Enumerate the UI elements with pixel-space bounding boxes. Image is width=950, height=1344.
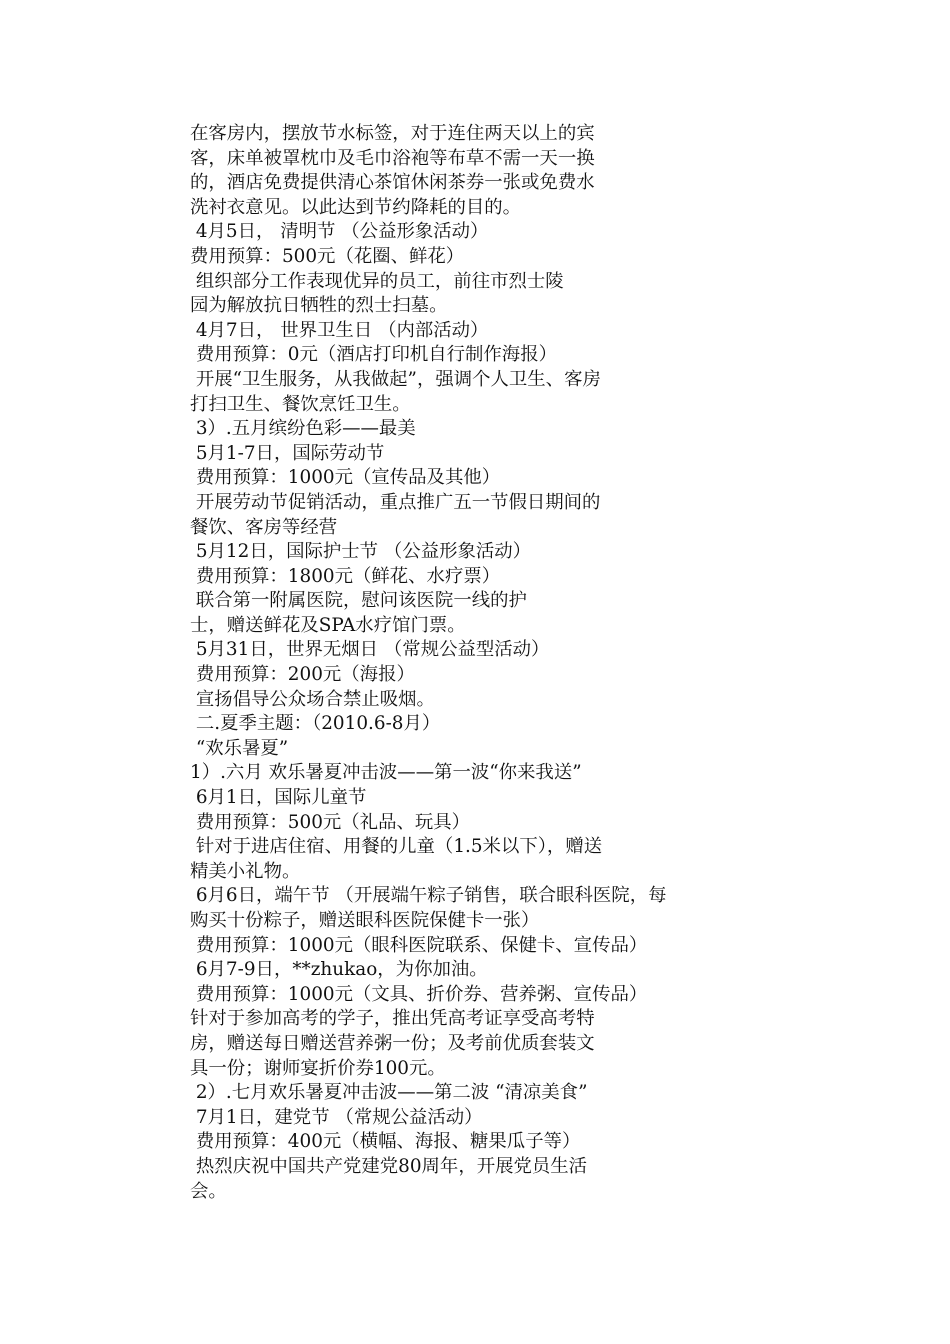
text-line: 针对于进店住宿、用餐的儿童（1.5米以下），赠送 [190,836,603,858]
budget-line: 费用预算：1000元（文具、折价券、营养粥、宣传品） [190,983,648,1005]
budget-line: 费用预算：0元（酒店打印机自行制作海报） [190,344,557,366]
section-heading: 3）.五月缤纷色彩——最美 [190,418,416,440]
text-line: 在客房内，摆放节水标签，对于连住两天以上的宾 [190,123,595,144]
budget-line: 费用预算：500元（花圈、鲜花） [190,245,465,267]
text-line: 宣扬倡导公众场合禁止吸烟。 [190,688,435,710]
text-line: 购买十份粽子，赠送眼科医院保健卡一张） [190,910,540,931]
section-heading: 2）.七月欢乐暑夏冲击波——第二波 “清凉美食” [190,1082,588,1104]
section-heading: 二.夏季主题：（2010.6-8月） [190,713,441,735]
budget-line: 费用预算：1800元（鲜花、水疗票） [190,565,501,587]
event-heading: 4月7日， 世界卫生日 （内部活动） [190,319,489,341]
event-heading: 5月1-7日，国际劳动节 [190,442,385,464]
event-heading: 6月6日，端午节 （开展端午粽子销售，联合眼科医院，每 [190,885,667,907]
text-line: 热烈庆祝中国共产党建党80周年，开展党员生活 [190,1155,588,1177]
text-line: 餐饮、客房等经营 [190,516,338,538]
text-line: 开展“卫生服务，从我做起”，强调个人卫生、客房 [190,368,601,390]
event-heading: 5月12日，国际护士节 （公益形象活动） [190,541,532,563]
text-line: 客，床单被罩枕巾及毛巾浴袍等布草不需一天一换 [190,147,595,169]
budget-line: 费用预算：1000元（宣传品及其他） [190,467,501,489]
event-heading: 5月31日，世界无烟日 （常规公益型活动） [190,639,550,661]
event-heading: 6月1日，国际儿童节 [190,787,367,809]
text-line: 精美小礼物。 [190,860,301,882]
budget-line: 费用预算：1000元（眼科医院联系、保健卡、宣传品） [190,934,648,956]
text-line: 组织部分工作表现优异的员工，前往市烈士陵 [190,270,564,292]
text-line: 开展劳动节促销活动，重点推广五一节假日期间的 [190,491,601,513]
text-line: 士，赠送鲜花及SPA水疗馆门票。 [190,614,466,636]
text-line: 针对于参加高考的学子，推出凭高考证享受高考特 [190,1008,595,1030]
event-heading: 6月7-9日，**zhukao，为你加油。 [190,959,488,981]
section-heading: 1）.六月 欢乐暑夏冲击波——第一波“你来我送” [190,762,582,784]
text-line: 联合第一附属医院，慰问该医院一线的护 [190,590,527,612]
document-body [190,122,830,1204]
text-line: 园为解放抗日牺牲的烈士扫墓。 [190,295,448,317]
event-heading: 7月1日，建党节 （常规公益活动） [190,1106,483,1128]
text-line: 洗衬衣意见。以此达到节约降耗的目的。 [190,196,522,218]
text-line: 具一份；谢师宴折价券100元。 [190,1057,446,1079]
event-heading: 4月5日， 清明节 （公益形象活动） [190,221,489,243]
budget-line: 费用预算：200元（海报） [190,664,415,686]
budget-line: 费用预算：400元（横幅、海报、糖果瓜子等） [190,1131,581,1153]
text-line: 会。 [190,1180,227,1202]
text-line: 的，酒店免费提供清心茶馆休闲茶券一张或免费水 [190,172,595,194]
text-line: 打扫卫生、餐饮烹饪卫生。 [190,393,411,415]
budget-line: 费用预算：500元（礼品、玩具） [190,811,471,833]
section-subtitle: “欢乐暑夏” [190,737,289,759]
text-line: 房，赠送每日赠送营养粥一份；及考前优质套装文 [190,1032,595,1054]
